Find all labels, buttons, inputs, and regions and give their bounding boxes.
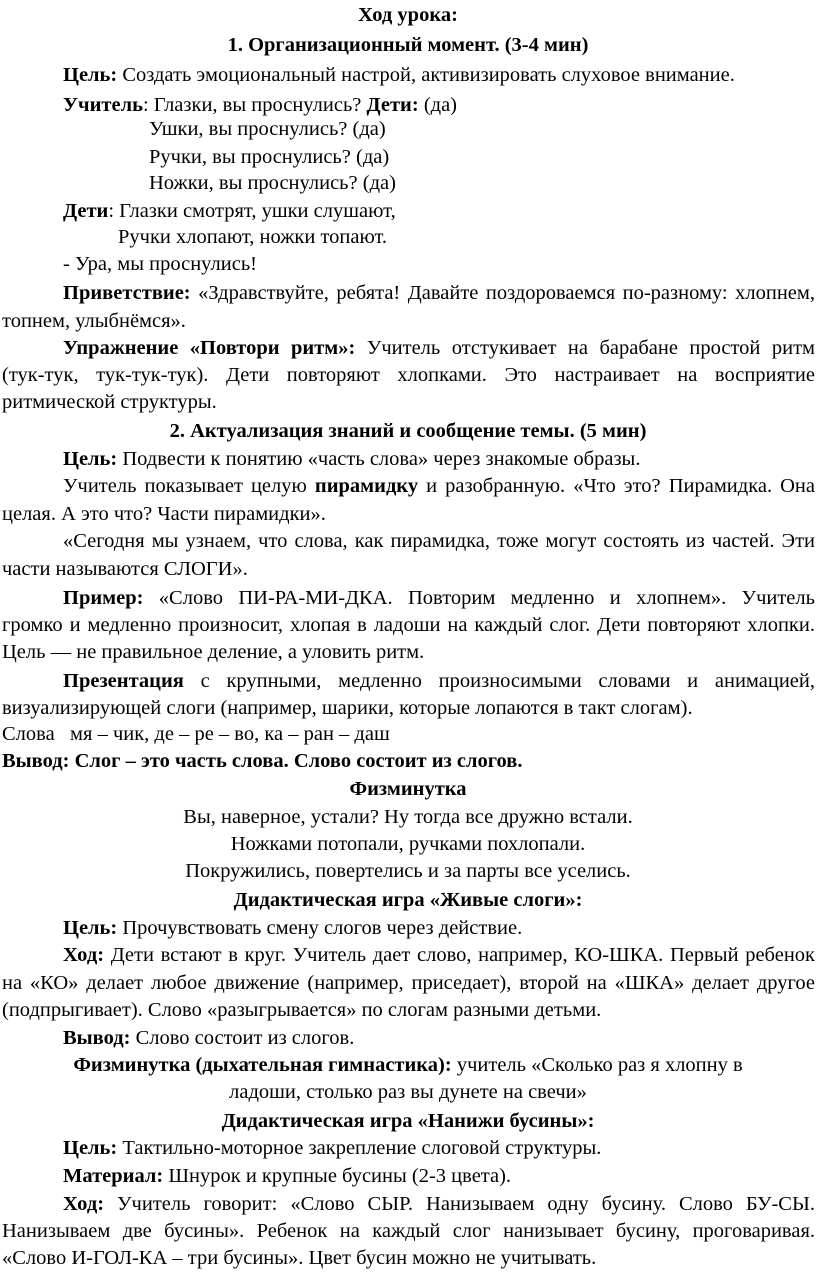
section-2-heading: 2. Актуализация знаний и сообщение темы. (5 мин) [169,420,647,442]
greeting-line-2: топнем, улыбнёмся». [2,310,186,332]
hands-line: Ручки, вы проснулись? (да) [149,146,390,168]
exercise-line-3: ритмической структуры. [2,391,217,413]
game-2-move-line-3: «Слово И-ГОЛ-КА – три бусины». Цвет бусин можно не учитывать. [2,1247,597,1269]
greeting-line-1: Приветствие: «Здравствуйте, ребята! Давайте поздороваемся по-разному: хлопнем, [63,282,815,304]
words-example: Слова мя – чик, де – ре – во, ка – ран – даш [2,723,390,745]
presentation-line-1: Презентация с крупными, медленно произносимыми словами и анимацией, [63,670,815,692]
pyramid-line-2: целая. А это что? Части пирамидки». [2,503,326,525]
fizminutka-line-3: Покружились, повертелись и за парты все уселись. [185,860,631,882]
fizminutka-heading: Физминутка [349,778,467,800]
game-2-goal: Цель: Тактильно-моторное закрепление слоговой структуры. [63,1137,602,1159]
exercise-line-1: Упражнение «Повтори ритм»: Учитель отстукивает на барабане простой ритм [63,337,815,359]
game-2-material: Материал: Шнурок и крупные бусины (2-3 цвета). [63,1165,512,1187]
section-1-goal: Цель: Создать эмоциональный настрой, активизировать слуховое внимание. [63,64,735,86]
section-2-conclusion: Вывод: Слог – это часть слова. Слово состоит из слогов. [2,750,523,772]
game-2-move-line-1: Ход: Учитель говорит: «Слово СЫР. Нанизываем одну бусину. Слово БУ-СЫ. [63,1193,815,1215]
breathing-exercise-line-1: Физминутка (дыхательная гимнастика): учитель «Сколько раз я хлопну в [73,1054,743,1076]
pyramid-line-1: Учитель показывает целую пирамидку и разобранную. «Что это? Пирамидка. Она [63,475,815,497]
game-2-move-line-2: Нанизываем две бусины». Ребенок на каждый слог нанизывает бусину, проговаривая. [2,1220,815,1242]
syllables-line-1: «Сегодня мы узнаем, что слова, как пирамидка, тоже могут состоять из частей. Эти [63,530,815,552]
document-title: Ход урока: [358,4,458,26]
fizminutka-line-1: Вы, наверное, устали? Ну тогда все дружно встали. [183,806,633,828]
fizminutka-line-2: Ножками потопали, ручками похлопали. [230,833,586,855]
children-line: Дети: Глазки смотрят, ушки слушают, [63,200,396,222]
syllables-line-2: части называются СЛОГИ». [2,558,248,580]
game-1-move-line-2: на «КО» делает любое движение (например, приседает), второй на «ШКА» делает другое [2,972,815,994]
teacher-line: Учитель: Глазки, вы проснулись? Дети: (да) [63,94,458,116]
legs-line: Ножки, вы проснулись? (да) [149,172,396,194]
game-1-move-line-1: Ход: Дети встают в круг. Учитель дает слово, например, КО-ШКА. Первый ребенок [63,944,815,966]
example-line-2: громко и медленно произносит, хлопая в ладоши на каждый слог. Дети повторяют хлопки. [2,614,815,636]
ears-line: Ушки, вы проснулись? (да) [149,118,386,140]
section-1-heading: 1. Организационный момент. (3-4 мин) [227,34,589,56]
children-line-cont: Ручки хлопают, ножки топают. [118,226,388,248]
game-live-syllables-heading: Дидактическая игра «Живые слоги»: [233,889,583,911]
section-2-goal: Цель: Подвести к понятию «часть слова» через знакомые образы. [63,448,641,470]
exercise-line-2: (тук-тук, тук-тук-тук). Дети повторяют хлопками. Это настраивает на восприятие [2,364,815,386]
example-line-1: Пример: «Слово ПИ-РА-МИ-ДКА. Повторим медленно и хлопнем». Учитель [63,587,815,609]
game-beads-heading: Дидактическая игра «Нанижи бусины»: [221,1110,595,1132]
presentation-line-2: визуализирующей слоги (например, шарики, которые лопаются в такт слогам). [2,697,693,719]
hurray-line: - Ура, мы проснулись! [63,253,258,275]
game-1-move-line-3: (подпрыгивает). Слово «разыгрывается» по слогам разными детьми. [2,999,602,1021]
example-line-3: Цель — не правильное деление, а уловить ритм. [2,641,425,663]
game-1-conclusion: Вывод: Слово состоит из слогов. [63,1027,355,1049]
game-1-goal: Цель: Прочувствовать смену слогов через действие. [63,917,523,939]
breathing-exercise-line-2: ладоши, столько раз вы дунете на свечи» [229,1081,587,1103]
